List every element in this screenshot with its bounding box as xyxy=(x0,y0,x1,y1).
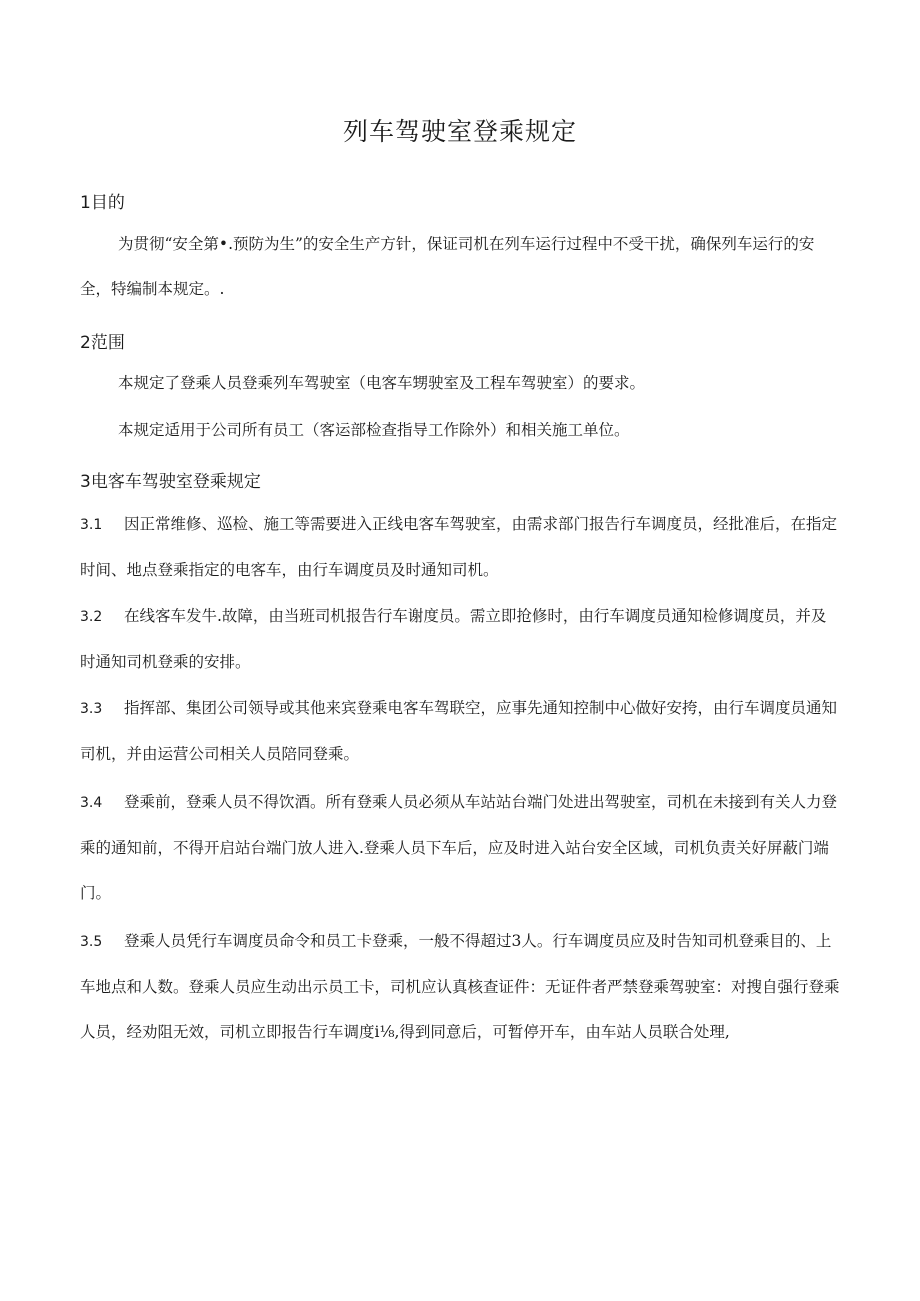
paragraph-scope-2: 本规定适用于公司所有员工（客运部检查指导工作除外）和相关施工单位。 xyxy=(118,421,630,439)
rule-item xyxy=(80,594,840,685)
section-heading-purpose: 1目的 xyxy=(80,193,125,213)
paragraph-purpose: 为贯彻“安全第•.预防为生”的安全生产方针，保证司机在列车运行过程中不受干扰，确保列车运行的安全，特编制本规定。. xyxy=(80,235,815,298)
rule-number: 3.2 xyxy=(80,609,103,625)
document-title: 列车驾驶室登乘规定 xyxy=(342,117,577,146)
rule-text: 在线客车发牛.故障，由当班司机报告行车谢度员。需立即抢修时，由行车调度员通知检修调度员，并及时通知司机登乘的安排。 xyxy=(80,607,827,671)
rule-item xyxy=(80,919,840,1055)
rule-text: 登乘人员凭行车调度员命令和员工卡登乘，一般不得超过3人。行车调度员应及时告知司机登乘目的、上车地点和人数。登乘人员应生动出示员工卡，司机应认真核查证件：无证件者严禁登乘驾驶室：对搜自强行登乘人员，经劝阻无效，司机立即报告行车调度i⅛,得到同意后，可暂停开车，由车站人员联合处理, xyxy=(80,932,840,1041)
rule-text: 指挥部、集团公司领导或其他来宾登乘电客车驾联空，应事先通知控制中心做好安挎，由行车调度员通知司机，并由运营公司相关人员陪同登乘。 xyxy=(80,699,838,763)
rule-item xyxy=(80,780,840,916)
section-heading-rules: 3电客车驾驶室登乘规定 xyxy=(80,472,261,492)
rule-number: 3.4 xyxy=(80,795,103,811)
rule-number: 3.5 xyxy=(80,934,103,950)
rule-number: 3.3 xyxy=(80,701,103,717)
rule-number: 3.1 xyxy=(80,517,103,533)
rule-item xyxy=(80,686,840,777)
paragraph-scope-1: 本规定了登乘人员登乘列车驾驶室（电客车甥驶室及工程车驾驶室）的要求。 xyxy=(118,374,646,392)
rule-text: 登乘前，登乘人员不得饮酒。所有登乘人员必须从车站站台端门处进出驾驶室，司机在未接到有关人力登乘的通知前，不得开启站台端门放人进入.登乘人员下车后，应及时进入站台安全区域，司机负责关好屏蔽门端门。 xyxy=(80,793,838,902)
rule-item xyxy=(80,502,840,593)
rule-text: 因正常维修、巡检、施工等需要进入正线电客车驾驶室，由需求部门报告行车调度员，经批准后，在指定时间、地点登乘指定的电客车，由行车调度员及时通知司机。 xyxy=(80,515,838,579)
section-heading-scope: 2范围 xyxy=(80,333,125,353)
